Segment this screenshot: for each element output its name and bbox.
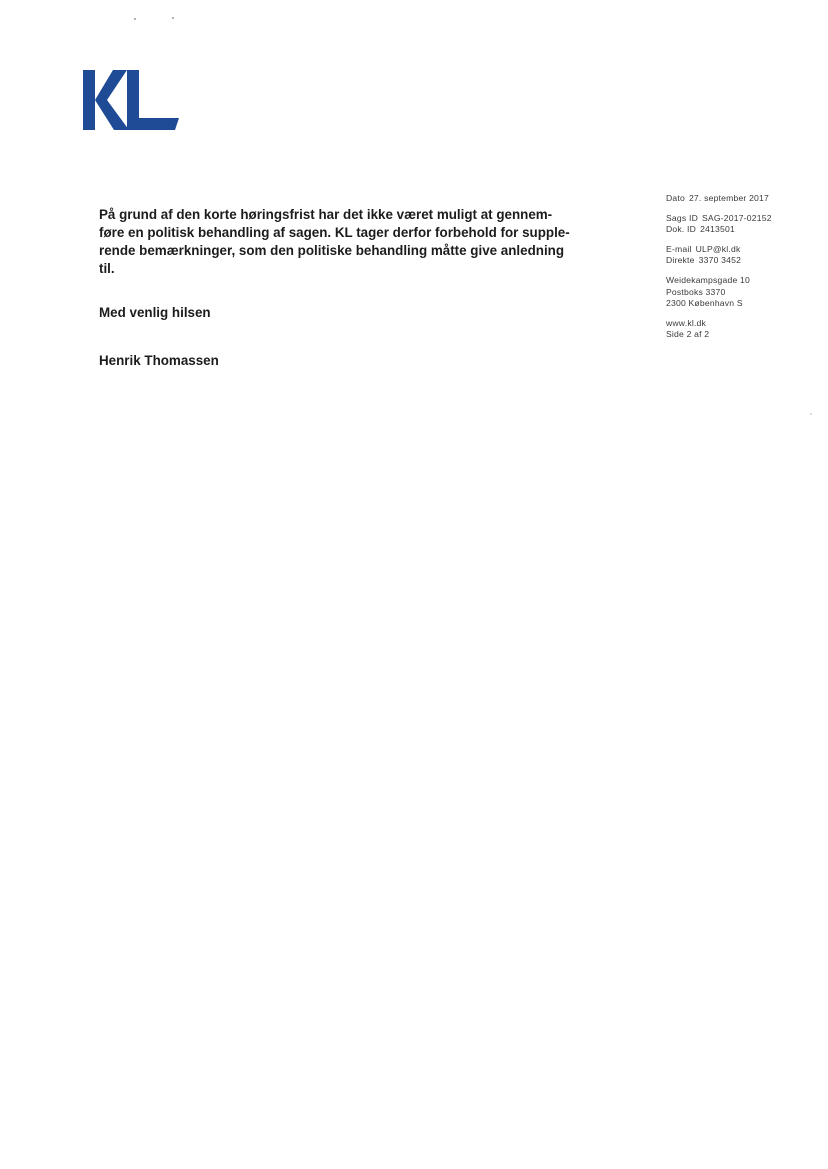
address-line: Weidekampsgade 10 — [666, 274, 750, 285]
date-row — [666, 193, 772, 205]
kl-logo-text — [83, 130, 84, 131]
website: www.kl.dk — [666, 317, 707, 328]
page-number: Side 2 af 2 — [666, 329, 710, 340]
phone-row — [666, 255, 772, 267]
paragraph-line: På grund af den korte høringsfrist har det ikke været muligt at gennem- — [99, 207, 553, 222]
address-line: 2300 København S — [666, 298, 743, 309]
date-group — [666, 193, 772, 205]
kl-logo-mark — [83, 70, 179, 130]
scan-speck — [810, 413, 812, 415]
letter-signature: Henrik Thomassen — [99, 353, 219, 368]
scan-speck — [172, 17, 174, 19]
address-group — [666, 275, 772, 310]
phone-label: Direkte — [666, 255, 695, 266]
phone-value: 3370 3452 — [698, 255, 742, 266]
date-label: Dato — [666, 193, 685, 203]
case-id-label: Sags ID — [666, 212, 698, 223]
letter-closing: Med venlig hilsen — [99, 305, 211, 320]
paragraph-line: til. — [99, 261, 115, 276]
case-id-row — [666, 213, 772, 225]
doc-id-value: 2413501 — [700, 224, 735, 235]
ids-group — [666, 213, 772, 236]
doc-id-row — [666, 224, 772, 236]
doc-id-label: Dok. ID — [666, 224, 697, 235]
date-value: 27. september 2017 — [688, 193, 769, 203]
contact-group — [666, 244, 772, 267]
email-row — [666, 244, 772, 256]
web-page-group — [666, 318, 772, 341]
letter-metadata — [666, 193, 772, 349]
kl-logo — [83, 70, 179, 130]
address-line: Postboks 3370 — [666, 286, 726, 297]
paragraph-line: føre en politisk behandling af sagen. KL tager derfor forbehold for supple- — [99, 225, 570, 240]
email-label: E-mail — [666, 243, 692, 254]
paragraph-line: rende bemærkninger, som den politiske behandling måtte give anledning — [99, 243, 565, 258]
letter-paragraph — [99, 206, 569, 278]
case-id-value: SAG-2017-02152 — [701, 212, 772, 223]
scan-speck — [134, 18, 136, 20]
email-value: ULP@kl.dk — [695, 243, 741, 254]
